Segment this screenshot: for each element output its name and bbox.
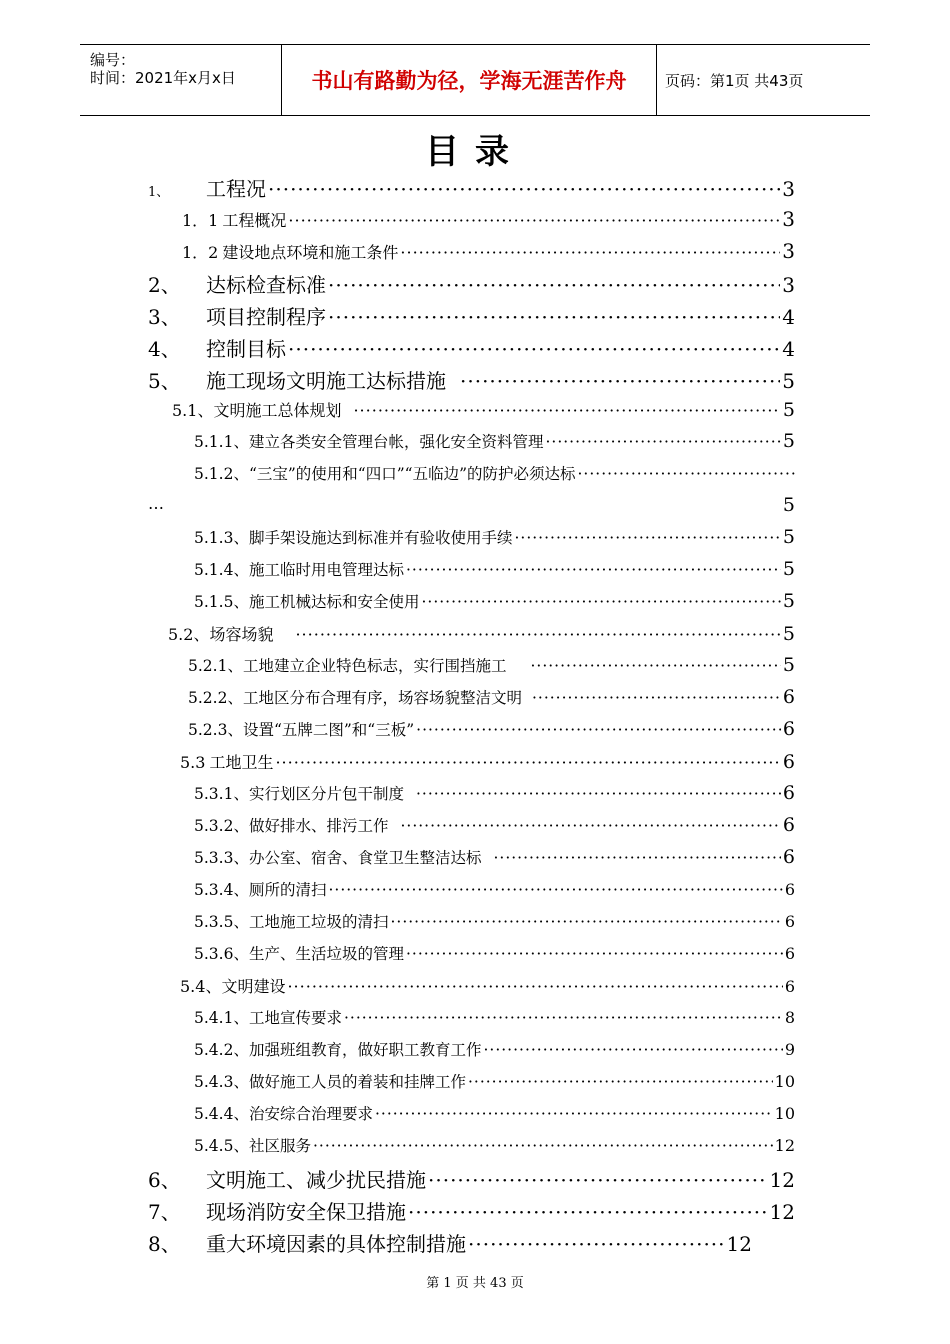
toc-entry[interactable] xyxy=(194,878,795,900)
toc-text: 生产、生活垃圾的管理 xyxy=(248,945,404,963)
toc-entry[interactable] xyxy=(194,1134,795,1156)
toc-page: 6 xyxy=(784,912,795,931)
number-label: 编号： xyxy=(90,51,136,69)
toc-number: 5.1.3、 xyxy=(194,529,249,547)
toc-number: 5.2.1、 xyxy=(188,657,243,675)
toc-page: 12 xyxy=(769,1168,795,1192)
toc-entry[interactable] xyxy=(194,526,795,548)
header-page-info: 页码：第1页 共43页 xyxy=(665,71,804,90)
toc-entry[interactable] xyxy=(194,558,795,580)
toc-text: 工地施工垃圾的清扫 xyxy=(248,913,389,931)
toc-page: 6 xyxy=(782,718,795,740)
toc-number: 5.2、 xyxy=(168,625,210,644)
toc-text: 施工现场文明施工达标措施 xyxy=(206,369,446,393)
toc-page: 12 xyxy=(769,1200,795,1224)
time-label: 时间：2021年x月x日 xyxy=(90,69,236,87)
toc-text: 做好施工人员的着装和挂牌工作 xyxy=(248,1073,466,1091)
toc-text: 文明施工总体规划 xyxy=(213,401,342,420)
toc-number: 5.4、 xyxy=(180,977,222,996)
toc-number: 5.1.1、 xyxy=(194,433,249,451)
toc-leader xyxy=(416,785,781,803)
toc-entry[interactable] xyxy=(148,269,795,298)
toc-number: 5.1.4、 xyxy=(194,561,249,579)
toc-leader xyxy=(483,1041,782,1059)
page-footer: 第 1 页 共 43 页 xyxy=(426,1276,524,1291)
toc-leader xyxy=(375,1105,773,1123)
toc-leader xyxy=(288,337,780,361)
toc-leader xyxy=(328,881,782,899)
toc-entry[interactable] xyxy=(172,398,795,421)
toc-number: 4、 xyxy=(148,337,181,361)
toc-leader xyxy=(468,1232,725,1256)
toc-entry[interactable] xyxy=(188,718,795,740)
toc-number: 5.3.3、 xyxy=(194,849,249,867)
toc-number: 5.4.4、 xyxy=(194,1105,249,1123)
toc-page: 12 xyxy=(774,1136,795,1155)
toc-text: 工地宣传要求 xyxy=(248,1009,342,1027)
toc-entry[interactable] xyxy=(148,365,795,394)
page-title: 目录 xyxy=(425,132,525,172)
toc-text: “三宝”的使用和“四口”“五临边”的防护必须达标 xyxy=(248,465,576,483)
toc-page: 5 xyxy=(782,654,795,676)
toc-page: 3 xyxy=(782,273,795,297)
toc-page: 3 xyxy=(782,239,795,263)
toc-text: 实行划区分片包干制度 xyxy=(248,785,404,803)
toc-entry[interactable] xyxy=(194,1006,795,1028)
toc-text: 现场消防安全保卫措施 xyxy=(206,1200,406,1224)
toc-leader xyxy=(400,243,780,262)
toc-page: 5 xyxy=(782,526,795,548)
toc-text: 治安综合治理要求 xyxy=(248,1105,373,1123)
toc-number: 5.3.4、 xyxy=(194,881,249,899)
toc-leader xyxy=(313,1137,773,1155)
toc-leader xyxy=(288,211,780,230)
toc-number: 5.4.2、 xyxy=(194,1041,249,1059)
toc-text: 建立各类安全管理台帐，强化安全资料管理 xyxy=(248,433,544,451)
toc-page: 6 xyxy=(782,814,795,836)
toc-number: 5.2.2、 xyxy=(188,689,243,707)
toc-number: 5、 xyxy=(148,369,181,393)
toc-entry[interactable] xyxy=(188,654,795,676)
toc-leader xyxy=(390,913,782,931)
toc-page: 6 xyxy=(782,686,795,708)
toc-leader xyxy=(421,593,780,611)
toc-page: 12 xyxy=(726,1232,752,1256)
toc-entry[interactable] xyxy=(182,239,795,263)
toc-text: 工地区分布合理有序，场容场貌整洁文明 xyxy=(242,689,522,707)
toc-leader xyxy=(460,369,780,393)
toc-number: 5.1.2、 xyxy=(194,465,249,483)
toc-entry[interactable] xyxy=(194,462,798,484)
toc-text: 建设地点环境和施工条件 xyxy=(222,243,399,262)
toc-page: 4 xyxy=(782,337,795,361)
toc-leader-continuation: … xyxy=(148,494,164,513)
toc-text: 项目控制程序 xyxy=(206,305,326,329)
toc-text: 控制目标 xyxy=(206,337,286,361)
toc-text: 工程况 xyxy=(206,177,266,201)
toc-text: 施工机械达标和安全使用 xyxy=(248,593,420,611)
toc-entry[interactable] xyxy=(148,1228,752,1257)
toc-entry[interactable] xyxy=(194,846,795,868)
toc-entry[interactable] xyxy=(148,301,795,330)
header-motto: 书山有路勤为径，学海无涯苦作舟 xyxy=(311,69,627,93)
toc-leader xyxy=(328,305,780,329)
toc-number: 1．1 xyxy=(182,211,219,230)
toc-text: 文明建设 xyxy=(221,977,286,996)
toc-text: 社区服务 xyxy=(248,1137,311,1155)
toc-leader xyxy=(428,1168,768,1192)
toc-page: 5 xyxy=(782,590,795,612)
toc-entry-continuation xyxy=(148,494,795,516)
toc-text: 文明施工、减少扰民措施 xyxy=(206,1168,426,1192)
toc-page: 5 xyxy=(782,399,795,421)
toc-number: 5.4.5、 xyxy=(194,1137,249,1155)
toc-number: 5.1.5、 xyxy=(194,593,249,611)
toc-leader xyxy=(406,561,781,579)
toc-entry[interactable] xyxy=(194,942,795,964)
toc-entry[interactable] xyxy=(194,590,795,612)
toc-page: 10 xyxy=(774,1104,795,1123)
toc-page: 5 xyxy=(782,558,795,580)
toc-entry[interactable] xyxy=(194,430,795,452)
toc-number: 1、 xyxy=(148,185,170,200)
toc-page: 6 xyxy=(782,846,795,868)
toc-number: 5.3 xyxy=(180,753,206,772)
toc-leader xyxy=(295,625,780,644)
toc-text: 达标检查标准 xyxy=(206,273,326,297)
toc-leader xyxy=(514,529,780,547)
toc-text: 设置“五牌二图”和“三板” xyxy=(242,721,415,739)
toc-text: 重大环境因素的具体控制措施 xyxy=(206,1232,466,1256)
toc-page: 6 xyxy=(782,751,795,773)
toc-entry[interactable] xyxy=(180,750,795,773)
toc-entry[interactable] xyxy=(188,686,795,708)
toc-text: 办公室、宿舍、食堂卫生整洁达标 xyxy=(248,849,482,867)
toc-number: 1．2 xyxy=(182,243,219,262)
toc-leader xyxy=(416,721,781,739)
toc-entry[interactable] xyxy=(148,173,795,202)
toc-leader xyxy=(545,433,780,451)
toc-entry[interactable] xyxy=(180,974,795,997)
toc-text: 做好排水、排污工作 xyxy=(248,817,389,835)
toc-leader xyxy=(493,849,780,867)
toc-number: 2、 xyxy=(148,273,181,297)
toc-entry[interactable] xyxy=(148,333,795,362)
toc-entry[interactable] xyxy=(148,1196,795,1225)
toc-page: 6 xyxy=(784,880,795,899)
toc-number: 5.3.1、 xyxy=(194,785,249,803)
toc-entry[interactable] xyxy=(148,1164,795,1193)
toc-text: 施工临时用电管理达标 xyxy=(248,561,404,579)
toc-leader xyxy=(328,273,780,297)
toc-leader xyxy=(268,177,780,201)
toc-text: 工程概况 xyxy=(222,211,287,230)
toc-number: 8、 xyxy=(148,1232,181,1256)
toc-page: 4 xyxy=(782,305,795,329)
toc-page: 5 xyxy=(782,369,795,393)
toc-number: 5.3.6、 xyxy=(194,945,249,963)
toc-text: 工地卫生 xyxy=(209,753,274,772)
toc-text: 厕所的清扫 xyxy=(248,881,327,899)
toc-leader xyxy=(344,1009,783,1027)
toc-number: 5.4.1、 xyxy=(194,1009,249,1027)
toc-page: 3 xyxy=(782,207,795,231)
toc-page: 9 xyxy=(784,1040,795,1059)
toc-entry[interactable] xyxy=(194,1102,795,1124)
toc-entry[interactable] xyxy=(168,622,795,645)
toc-page: 5 xyxy=(782,430,795,452)
toc-text: 工地建立企业特色标志，实行围挡施工 xyxy=(242,657,507,675)
toc-entry[interactable] xyxy=(194,1038,795,1060)
toc-leader xyxy=(275,753,780,772)
toc-leader xyxy=(400,817,780,835)
toc-entry[interactable] xyxy=(194,782,795,804)
toc-leader xyxy=(578,465,797,483)
toc-leader xyxy=(353,401,780,420)
toc-number: 6、 xyxy=(148,1168,181,1192)
toc-number: 5.4.3、 xyxy=(194,1073,249,1091)
toc-leader xyxy=(468,1073,773,1091)
toc-entry[interactable] xyxy=(194,814,795,836)
toc-page: 5 xyxy=(782,494,795,516)
toc-leader xyxy=(530,657,780,675)
toc-number: 5.1、 xyxy=(172,401,214,420)
toc-page: 6 xyxy=(784,977,795,996)
toc-entry[interactable] xyxy=(194,1070,795,1092)
toc-text: 加强班组教育，做好职工教育工作 xyxy=(248,1041,482,1059)
toc-number: 7、 xyxy=(148,1200,181,1224)
toc-entry[interactable] xyxy=(194,910,795,932)
toc-leader xyxy=(532,689,781,707)
toc-leader xyxy=(406,945,783,963)
toc-number: 5.2.3、 xyxy=(188,721,243,739)
toc-page: 6 xyxy=(782,782,795,804)
toc-page: 8 xyxy=(784,1008,795,1027)
toc-page: 6 xyxy=(784,944,795,963)
toc-page: 5 xyxy=(782,623,795,645)
toc-leader xyxy=(287,977,782,996)
toc-number: 3、 xyxy=(148,305,181,329)
toc-number: 5.3.5、 xyxy=(194,913,249,931)
toc-page: 3 xyxy=(782,177,795,201)
toc-text: 脚手架设施达到标准并有验收使用手续 xyxy=(248,529,513,547)
toc-leader xyxy=(408,1200,768,1224)
toc-entry[interactable] xyxy=(182,207,795,231)
toc-number: 5.3.2、 xyxy=(194,817,249,835)
toc-text: 场容场貌 xyxy=(209,625,274,644)
toc-page: 10 xyxy=(774,1072,795,1091)
